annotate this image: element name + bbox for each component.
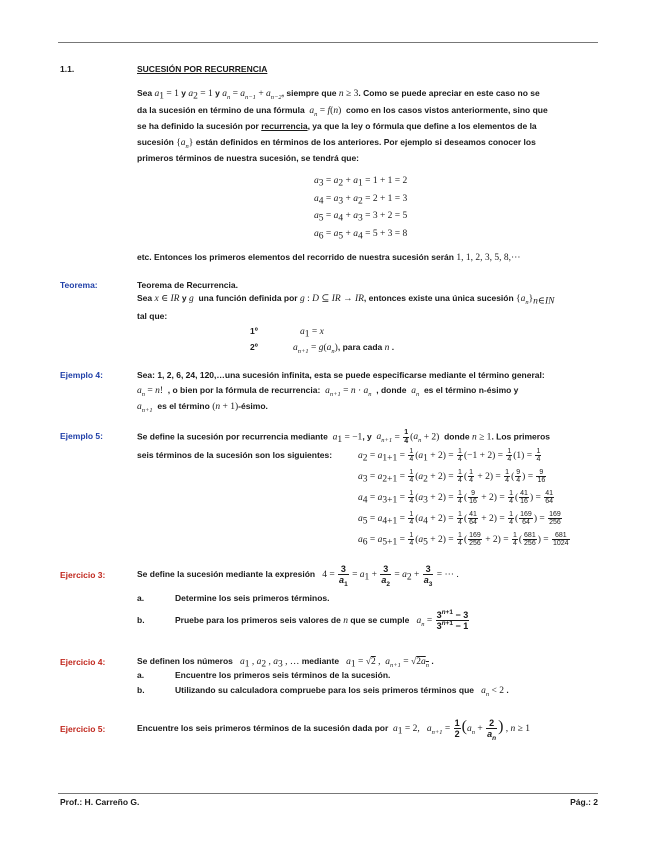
recurrence-equations: [314, 172, 407, 242]
ejercicio4-a-label: a.: [137, 670, 145, 680]
teorema-item-2: 2º: [250, 342, 258, 352]
ejemplo5-terms: [358, 445, 571, 550]
intro-line-4: sucesión $\{a_n\}$ están definidos en términos de los anteriores. Por ejemplo si deseamos conocer los: [137, 136, 536, 150]
ejemplo5-term-a2: $a_2 = a_{1+1}$ = $\frac{1}{4}$ $(a_1 + 2)$ = $\frac{1}{4}$ (−1 + 2) = $\frac{1}{4}$ (1) = $\frac{1}{4}$: [358, 447, 541, 464]
ejercicio4-b-label: b.: [137, 685, 145, 695]
ejemplo4-line-3: $a_{n+1}$ es el término (n + 1)-ésimo.: [137, 401, 268, 414]
ejercicio4-b-text: Utilizando su calculadora compruebe para los seis primeros términos que $a_n < 2$ .: [175, 685, 509, 698]
intro-line-5: primeros términos de nuestra sucesión, se tendrá que:: [137, 153, 360, 163]
equation-a5: $a_5 = a_4 + a_3 = 3 + 2 = 5$: [314, 211, 408, 224]
section-number: 1.1.: [60, 64, 75, 74]
intro-line-1: Sea $a_1 = 1$ y $a_2 = 1$ y $a_n = a_{n-1} + a_{n-2}$, siempre que n ≥ 3. Como se puede apreciar en este caso no se: [137, 88, 540, 102]
teorema-label: Teorema:: [60, 280, 98, 290]
etc-line: etc. Entonces los primeros elementos del recorrido de nuestra sucesión serán 1, 1, 2, 3, 5, 8,⋯: [137, 252, 521, 263]
teorema-line-1: Sea x ∈ IR y g una función definida por g : D ⊆ IR → IR, entonces existe una única sucesión $\{a_n\}_{n\in IN}$: [137, 293, 555, 307]
ejemplo5-label: Ejemplo 5:: [60, 431, 103, 441]
ejemplo5-line-2: seis términos de la sucesión son los siguientes:: [137, 450, 333, 460]
ejemplo4-label: Ejemplo 4:: [60, 370, 103, 380]
equation-a6: $a_6 = a_5 + a_4 = 5 + 3 = 8$: [314, 228, 408, 242]
teorema-title: Teorema de Recurrencia.: [137, 280, 238, 290]
teorema-item-1-formula: $a_1 = x$: [300, 327, 324, 340]
ejercicio3-a-text: Determine los seis primeros términos.: [175, 593, 330, 603]
ejemplo4-line-2: $a_n = n$! , o bien por la fórmula de recurrencia: $a_{n+1} = n \cdot a_n$ , donde $a_n$ es el término n-ésimo y: [137, 385, 519, 398]
ejemplo4-paragraph: [137, 368, 595, 415]
ejercicio4-a-text: Encuentre los primeros seis términos de la sucesión.: [175, 670, 391, 680]
ejercicio3-label: Ejercicio 3:: [60, 570, 106, 580]
bottom-rule: [58, 793, 598, 794]
ejemplo5-term-a4: $a_4 = a_{3+1}$ = $\frac{1}{4}$ $(a_3 + 2)$ = $\frac{1}{4}$ ( $\frac{9}{16}$ + 2) = $\frac{1}{4}$ ( $\frac{41}{16}$ ) = $\frac{41}{64}$: [358, 489, 554, 506]
intro-paragraph: [137, 86, 595, 167]
equation-a3: $a_3 = a_2 + a_1 = 1 + 1 = 2$: [314, 176, 408, 189]
ejemplo5-term-a3: $a_3 = a_{2+1}$ = $\frac{1}{4}$ $(a_2 + 2)$ = $\frac{1}{4}$ ( $\frac{1}{4}$ + 2) = $\frac{1}{4}$ ( $\frac{9}{4}$ ) = $\frac{9}{16}$: [358, 468, 546, 485]
ejercicio5-label: Ejercicio 5:: [60, 724, 106, 734]
section-title: SUCESIÓN POR RECURRENCIA: [137, 64, 268, 74]
ejemplo4-line-1: Sea: 1, 2, 6, 24, 120,…una sucesión infinita, esta se puede especificarse mediante el término general:: [137, 370, 545, 380]
ejercicio5-line-1: Encuentre los seis primeros términos de la sucesión dada por $a_1 = 2$, $a_{n+1}$ = $\frac{1}{2}$ ($a_n$ + $\frac{2}{a_n}$ ) , n ≥ 1: [137, 718, 531, 743]
teorema-item-2-formula: $a_{n+1} = g(a_n)$, para cada n .: [293, 342, 395, 355]
top-rule: [58, 42, 598, 43]
ejercicio3-line-1: Se define la sucesión mediante la expresión 4 = $\frac{3}{a_1}$ = $a_1$ + $\frac{3}{a_2}$ = $a_2$ + $\frac{3}{a_3}$ = ⋯ .: [137, 564, 459, 589]
ejercicio4-label: Ejercicio 4:: [60, 657, 106, 667]
intro-line-2: da la sucesión en término de una fórmula $a_n = f(n)$ como en los casos vistos anteriormente, sino que: [137, 104, 548, 118]
ejercicio4-line-1: Se definen los números $a_1$ , $a_2$ , $a_3$ , … mediante $a_1 = √2$ , $a_{n+1} = √2a_n$ .: [137, 656, 434, 670]
ejemplo5-line-1: Se define la sucesión por recurrencia mediante $a_1 = -1$, y $a_{n+1}$ = $\frac{1}{4}$ $(a_n + 2)$ donde n ≥ 1. Los primeros: [137, 429, 551, 445]
footer-page-number: Pág.: 2: [570, 797, 598, 807]
equation-a4: $a_4 = a_3 + a_2 = 2 + 1 = 3$: [314, 193, 408, 207]
ejercicio3-b-label: b.: [137, 615, 145, 625]
footer-author: Prof.: H. Carreño G.: [60, 797, 140, 807]
ejercicio3-b-text: Pruebe para los primeros seis valores de n que se cumple $a_n$ = $\frac{3^{n+1} - 3}{3^{n+1} - 1}$: [175, 609, 469, 632]
ejemplo5-term-a5: $a_5 = a_{4+1}$ = $\frac{1}{4}$ $(a_4 + 2)$ = $\frac{1}{4}$ ( $\frac{41}{64}$ + 2) = $\frac{1}{4}$ ( $\frac{169}{64}$ ) = $\frac{169}{256}$: [358, 510, 561, 527]
teorema-item-1: 1º: [250, 326, 258, 336]
intro-line-3: se ha definido la sucesión por recurrencia, ya que la ley o fórmula que define a los elementos de la: [137, 121, 537, 131]
teorema-line-2: tal que:: [137, 311, 168, 321]
ejercicio3-a-label: a.: [137, 593, 145, 603]
ejemplo5-term-a6: $a_6 = a_{5+1}$ = $\frac{1}{4}$ $(a_5 + 2)$ = $\frac{1}{4}$ ( $\frac{169}{256}$ + 2) = $\frac{1}{4}$ ( $\frac{681}{256}$ ) = $\frac{681}{1024}$: [358, 531, 569, 548]
